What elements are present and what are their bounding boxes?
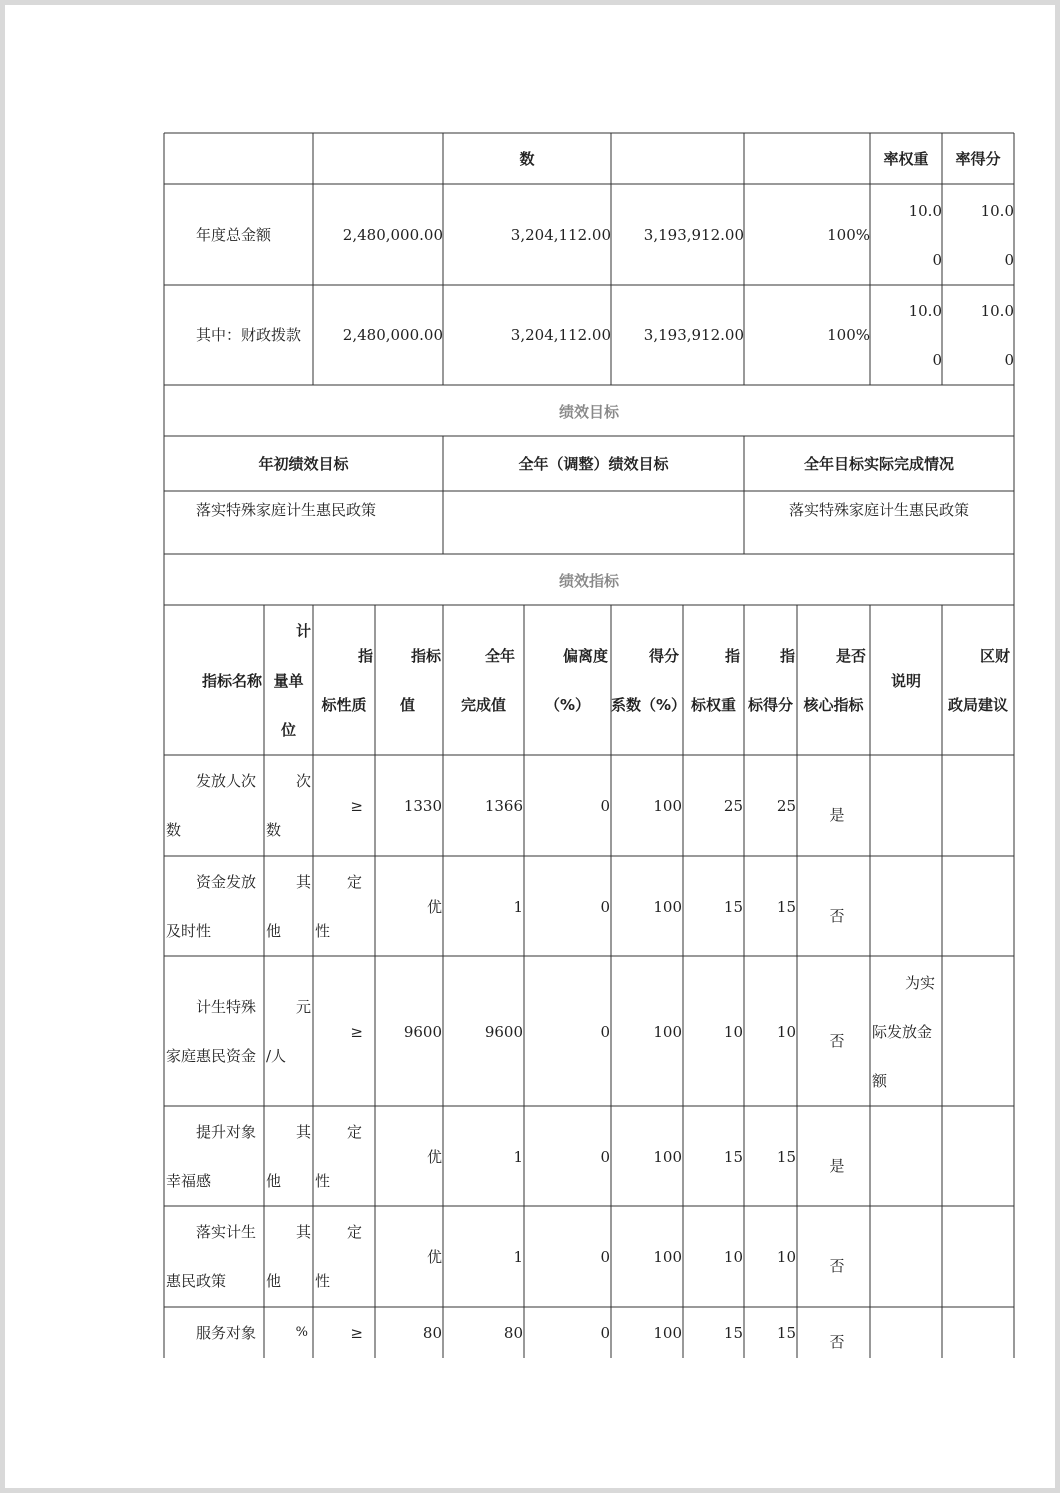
table-row-coefficient: 100 bbox=[653, 1148, 682, 1166]
table-row-name: 资金发放 bbox=[196, 873, 257, 891]
table-row-weight: 10 bbox=[723, 1023, 743, 1041]
ind-header-note: 说明 bbox=[890, 672, 921, 690]
table-row-weight: 15 bbox=[723, 1324, 743, 1342]
budget-row-name: 年度总金额 bbox=[196, 226, 272, 244]
table-row-done: 80 bbox=[503, 1324, 523, 1342]
table-row-score: 10 bbox=[776, 1248, 796, 1266]
table-row-value: 优 bbox=[426, 1148, 442, 1166]
ind-header-weight: 指 bbox=[724, 647, 740, 665]
table-row-unit: 他 bbox=[266, 1172, 282, 1190]
table-row-deviation: 0 bbox=[600, 898, 610, 916]
table-row-name: 数 bbox=[166, 821, 182, 839]
budget-row-weight: 10.0 bbox=[908, 202, 942, 220]
table-row-done: 1366 bbox=[484, 797, 523, 815]
table-row-score: 15 bbox=[776, 1324, 796, 1342]
table-row-core: 否 bbox=[829, 1257, 845, 1275]
table-row-deviation: 0 bbox=[600, 1248, 610, 1266]
table-row-note: 额 bbox=[872, 1072, 888, 1090]
table-row-weight: 15 bbox=[723, 1148, 743, 1166]
table-row-name: 惠民政策 bbox=[166, 1272, 227, 1290]
table-row-coefficient: 100 bbox=[653, 797, 682, 815]
budget-row-rate: 100% bbox=[827, 226, 870, 244]
table-row-done: 1 bbox=[513, 1248, 523, 1266]
budget-row-value: 3,193,912.00 bbox=[643, 226, 744, 244]
budget-header-count: 数 bbox=[519, 150, 535, 168]
table-row-name: 落实计生 bbox=[196, 1223, 257, 1241]
table-row-weight: 25 bbox=[723, 797, 743, 815]
budget-row-name: 其中：财政拨款 bbox=[196, 326, 302, 344]
table-row-score: 15 bbox=[776, 898, 796, 916]
budget-row-weight: 10.0 bbox=[908, 302, 942, 320]
ind-header-name: 指标名称 bbox=[201, 672, 262, 690]
budget-row-value: 2,480,000.00 bbox=[342, 226, 443, 244]
table-row-nature: 性 bbox=[315, 1272, 331, 1290]
ind-header-unit: 位 bbox=[280, 721, 296, 739]
ind-header-core: 核心指标 bbox=[803, 696, 864, 714]
table-row-unit: % bbox=[295, 1325, 308, 1340]
table-row-core: 否 bbox=[829, 1032, 845, 1050]
ind-header-deviation: 偏离度 bbox=[562, 647, 608, 665]
table-row-nature: ≥ bbox=[350, 1023, 363, 1041]
table-row-unit: 元 bbox=[295, 998, 311, 1016]
table-row-done: 9600 bbox=[484, 1023, 523, 1041]
table-row-name: 及时性 bbox=[166, 922, 212, 940]
table-row-value: 优 bbox=[426, 1248, 442, 1266]
table-row-deviation: 0 bbox=[600, 797, 610, 815]
goals-header-actual: 全年目标实际完成情况 bbox=[803, 455, 954, 473]
table-row-value: 优 bbox=[426, 898, 442, 916]
section-title-goals: 绩效目标 bbox=[558, 403, 619, 421]
table-row-nature: ≥ bbox=[350, 1324, 363, 1342]
ind-header-done: 全年 bbox=[484, 647, 515, 665]
table-row-deviation: 0 bbox=[600, 1148, 610, 1166]
table-row-unit: 其 bbox=[295, 1223, 311, 1241]
table-row-unit: 次 bbox=[295, 772, 311, 790]
budget-row-rate: 100% bbox=[827, 326, 870, 344]
budget-row-value: 3,193,912.00 bbox=[643, 326, 744, 344]
table-row-core: 否 bbox=[829, 907, 845, 925]
ind-header-coefficient: 得分 bbox=[648, 647, 679, 665]
table-row-done: 1 bbox=[513, 1148, 523, 1166]
table-row-score: 15 bbox=[776, 1148, 796, 1166]
section-title-indicators: 绩效指标 bbox=[558, 572, 619, 590]
table-row-weight: 10 bbox=[723, 1248, 743, 1266]
table-row-nature: 性 bbox=[315, 922, 331, 940]
ind-header-advice: 区财 bbox=[979, 647, 1010, 665]
document-page bbox=[5, 5, 1055, 1488]
table-row-unit: 他 bbox=[266, 922, 282, 940]
ind-header-coefficient: 系数（%） bbox=[611, 696, 687, 714]
ind-header-value: 指标 bbox=[410, 647, 441, 665]
budget-row-value: 3,204,112.00 bbox=[510, 226, 611, 244]
table-row-score: 25 bbox=[776, 797, 796, 815]
table-row-coefficient: 100 bbox=[653, 898, 682, 916]
ind-header-nature: 标性质 bbox=[321, 696, 367, 714]
table-row-nature: 定 bbox=[346, 873, 362, 891]
budget-row-score: 0 bbox=[1004, 351, 1014, 369]
ind-header-done: 完成值 bbox=[460, 696, 506, 714]
table-row-name: 家庭惠民资金 bbox=[166, 1047, 257, 1065]
budget-header-rate-score: 率得分 bbox=[955, 150, 1001, 168]
table-row-done: 1 bbox=[513, 898, 523, 916]
table-row-unit: 他 bbox=[266, 1272, 282, 1290]
table-row-value: 9600 bbox=[403, 1023, 442, 1041]
ind-header-score: 标得分 bbox=[747, 696, 793, 714]
table-row-name: 提升对象 bbox=[196, 1123, 257, 1141]
table-row-coefficient: 100 bbox=[653, 1023, 682, 1041]
table-row-nature: 定 bbox=[346, 1123, 362, 1141]
table-row-value: 80 bbox=[422, 1324, 442, 1342]
budget-header-rate-weight: 率权重 bbox=[883, 150, 929, 168]
ind-header-unit: 量单 bbox=[273, 672, 304, 690]
budget-row-weight: 0 bbox=[932, 351, 942, 369]
table-row-name: 幸福感 bbox=[166, 1172, 212, 1190]
table-row-weight: 15 bbox=[723, 898, 743, 916]
table-row-deviation: 0 bbox=[600, 1324, 610, 1342]
ind-header-nature: 指 bbox=[357, 647, 373, 665]
goals-header-adjusted: 全年（调整）绩效目标 bbox=[518, 455, 669, 473]
table-row-core: 是 bbox=[829, 1157, 845, 1175]
ind-header-weight: 标权重 bbox=[690, 696, 736, 714]
table-row-name: 服务对象 bbox=[196, 1324, 257, 1342]
ind-header-score: 指 bbox=[779, 647, 795, 665]
table-row-coefficient: 100 bbox=[653, 1248, 682, 1266]
table-row-unit: 其 bbox=[295, 873, 311, 891]
table-row-nature: ≥ bbox=[350, 797, 363, 815]
table-row-unit: 其 bbox=[295, 1123, 311, 1141]
goals-initial-value: 落实特殊家庭计生惠民政策 bbox=[196, 501, 377, 519]
table-row-note: 为实 bbox=[904, 974, 935, 992]
table-row-name: 发放人次 bbox=[196, 772, 257, 790]
table-row-unit: /人 bbox=[266, 1047, 287, 1065]
table-row-core: 否 bbox=[829, 1333, 845, 1351]
ind-header-unit: 计 bbox=[295, 622, 311, 640]
goals-actual-value: 落实特殊家庭计生惠民政策 bbox=[788, 501, 969, 519]
table-row-nature: 定 bbox=[346, 1223, 362, 1241]
budget-row-score: 10.0 bbox=[980, 302, 1014, 320]
table-row-name: 计生特殊 bbox=[196, 998, 257, 1016]
table-row-unit: 数 bbox=[266, 821, 282, 839]
budget-row-value: 2,480,000.00 bbox=[342, 326, 443, 344]
ind-header-deviation: （%） bbox=[544, 696, 591, 714]
table-row-deviation: 0 bbox=[600, 1023, 610, 1041]
table-row-core: 是 bbox=[829, 806, 845, 824]
table-row-value: 1330 bbox=[403, 797, 442, 815]
ind-header-core: 是否 bbox=[835, 647, 866, 665]
table-row-note: 际发放金 bbox=[872, 1023, 933, 1041]
ind-header-value: 值 bbox=[400, 696, 416, 714]
ind-header-advice: 政局建议 bbox=[947, 696, 1008, 714]
goals-header-initial: 年初绩效目标 bbox=[258, 455, 349, 473]
budget-row-score: 10.0 bbox=[980, 202, 1014, 220]
budget-row-score: 0 bbox=[1004, 251, 1014, 269]
table-row-score: 10 bbox=[776, 1023, 796, 1041]
budget-row-value: 3,204,112.00 bbox=[510, 326, 611, 344]
budget-row-weight: 0 bbox=[932, 251, 942, 269]
table-row-coefficient: 100 bbox=[653, 1324, 682, 1342]
table-row-nature: 性 bbox=[315, 1172, 331, 1190]
